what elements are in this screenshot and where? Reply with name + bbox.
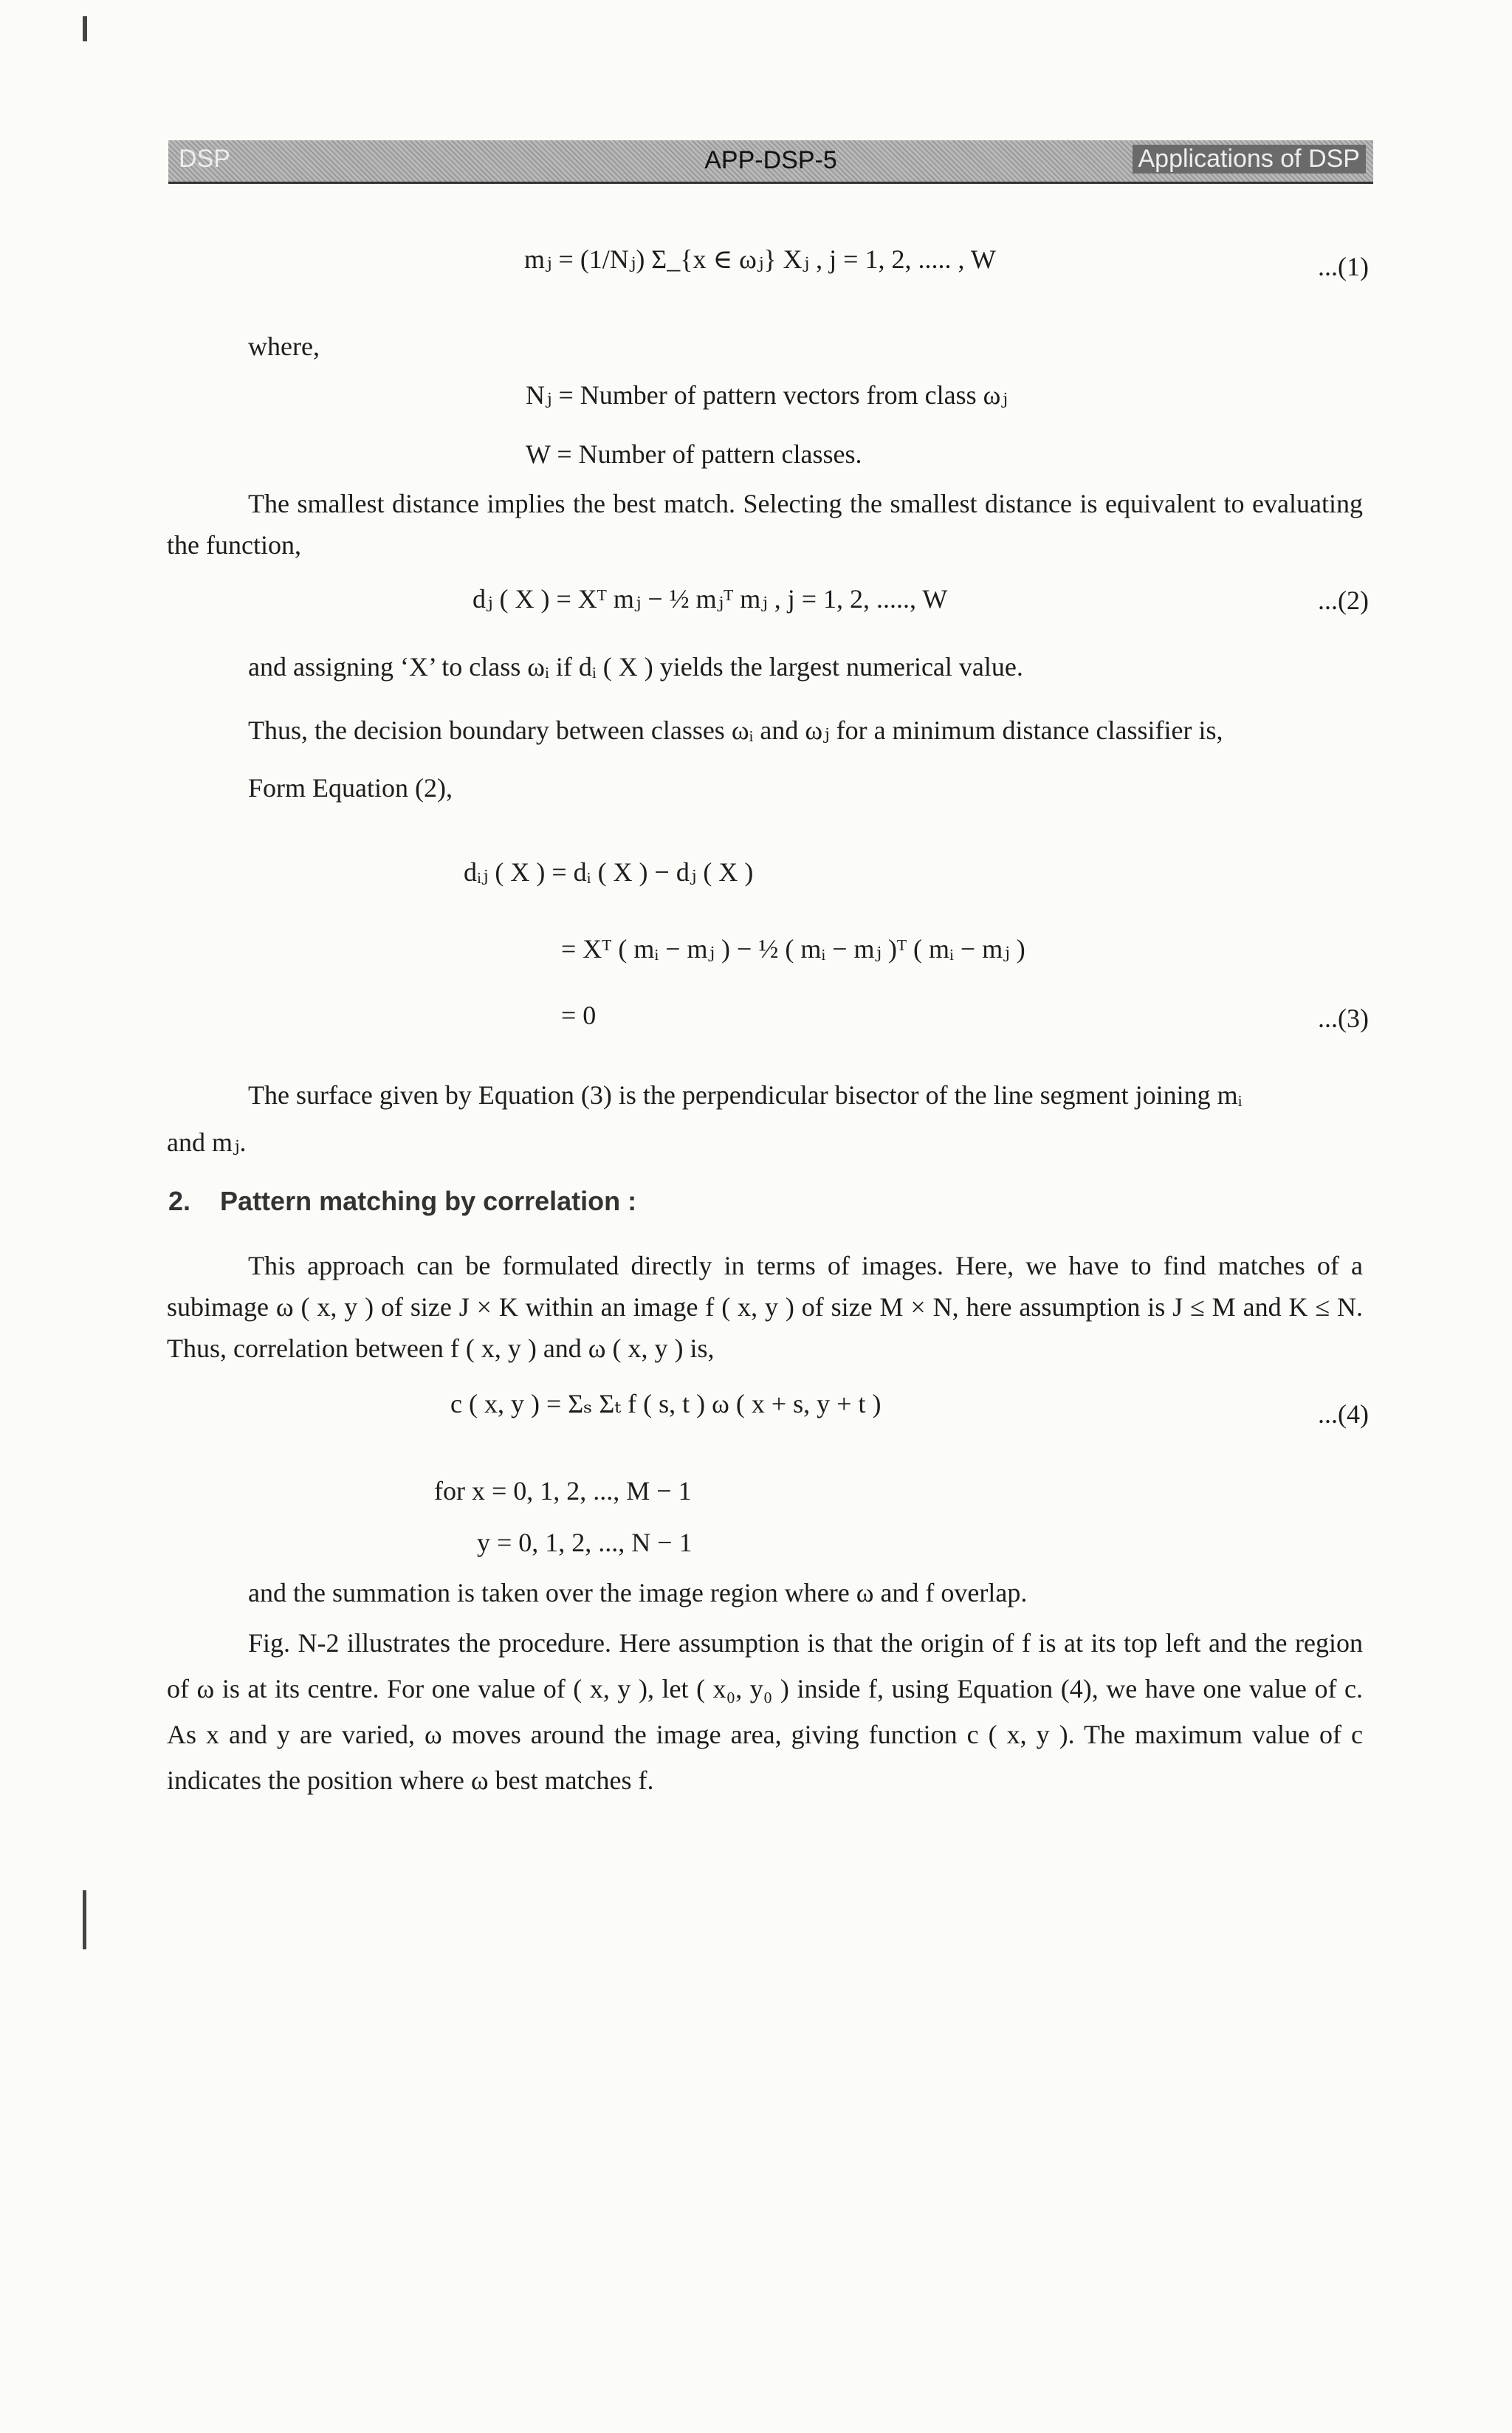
definition-w: W = Number of pattern classes. <box>526 439 862 469</box>
equation-2-number: ...(2) <box>1318 586 1369 615</box>
paragraph-4: Form Equation (2), <box>248 773 453 803</box>
range-x: for x = 0, 1, 2, ..., M − 1 <box>434 1476 692 1506</box>
scan-mark-top <box>83 16 87 41</box>
equation-4: c ( x, y ) = Σₛ Σₜ f ( s, t ) ω ( x + s, y + t ) <box>450 1389 882 1418</box>
header-center: APP-DSP-5 <box>704 146 837 174</box>
equation-3-line-3: = 0 <box>561 1001 597 1030</box>
paragraph-2: and assigning ‘X’ to class ωᵢ if dᵢ ( X ) yields the largest numerical value. <box>248 652 1023 682</box>
equation-1-number: ...(1) <box>1318 252 1369 281</box>
where-label: where, <box>248 332 320 361</box>
equation-3-number: ...(3) <box>1318 1003 1369 1033</box>
paragraph-8: Fig. N-2 illustrates the procedure. Here assumption is that the origin of f is at its top left and the region of ω is at its centre. For one value of ( x, y ), let ( x₀, y₀ ) inside f, using Equation (4), we have one value of c. As x and y are varied, ω moves around the image area, giving function c ( x, y ). The maximum value of c indicates the position where ω best matches f. <box>167 1628 1363 1795</box>
equation-1: mⱼ = (1/Nⱼ) Σ_{x ∈ ωⱼ} Xⱼ , j = 1, 2, ..... , W <box>524 244 996 274</box>
definition-nj: Nⱼ = Number of pattern vectors from class ωⱼ <box>526 380 1008 410</box>
paragraph-5: The surface given by Equation (3) is the perpendicular bisector of the line segment joining mᵢ <box>248 1080 1243 1110</box>
paragraph-3: Thus, the decision boundary between classes ωᵢ and ωⱼ for a minimum distance classifier is, <box>248 716 1223 745</box>
equation-3-line-1: dᵢⱼ ( X ) = dᵢ ( X ) − dⱼ ( X ) <box>464 857 754 887</box>
equation-4-number: ...(4) <box>1318 1399 1369 1429</box>
paragraph-5-cont: and mⱼ. <box>167 1128 247 1157</box>
scan-mark-left <box>83 1890 86 1949</box>
header-right: Applications of DSP <box>1133 145 1367 174</box>
section-title: Pattern matching by correlation : <box>220 1186 637 1216</box>
equation-3-line-2: = Xᵀ ( mᵢ − mⱼ ) − ½ ( mᵢ − mⱼ )ᵀ ( mᵢ − mⱼ ) <box>561 934 1025 964</box>
header-left: DSP <box>179 145 230 173</box>
section-heading <box>168 1186 636 1217</box>
equation-2: dⱼ ( X ) = Xᵀ mⱼ − ½ mⱼᵀ mⱼ , j = 1, 2, ....., W <box>472 584 948 614</box>
paragraph-1: The smallest distance implies the best match. Selecting the smallest distance is equivalent to evaluating the function, <box>167 489 1363 560</box>
paragraph-6: This approach can be formulated directly in terms of images. Here, we have to find matches of a subimage ω ( x, y ) of size J × K within an image f ( x, y ) of size M × N, here assumption is J ≤ M and K ≤ N. Thus, correlation between f ( x, y ) and ω ( x, y ) is, <box>167 1251 1363 1363</box>
range-y: y = 0, 1, 2, ..., N − 1 <box>477 1528 693 1557</box>
paragraph-7: and the summation is taken over the image region where ω and f overlap. <box>248 1578 1028 1607</box>
section-number: 2. <box>168 1186 191 1216</box>
page-header <box>168 140 1373 184</box>
